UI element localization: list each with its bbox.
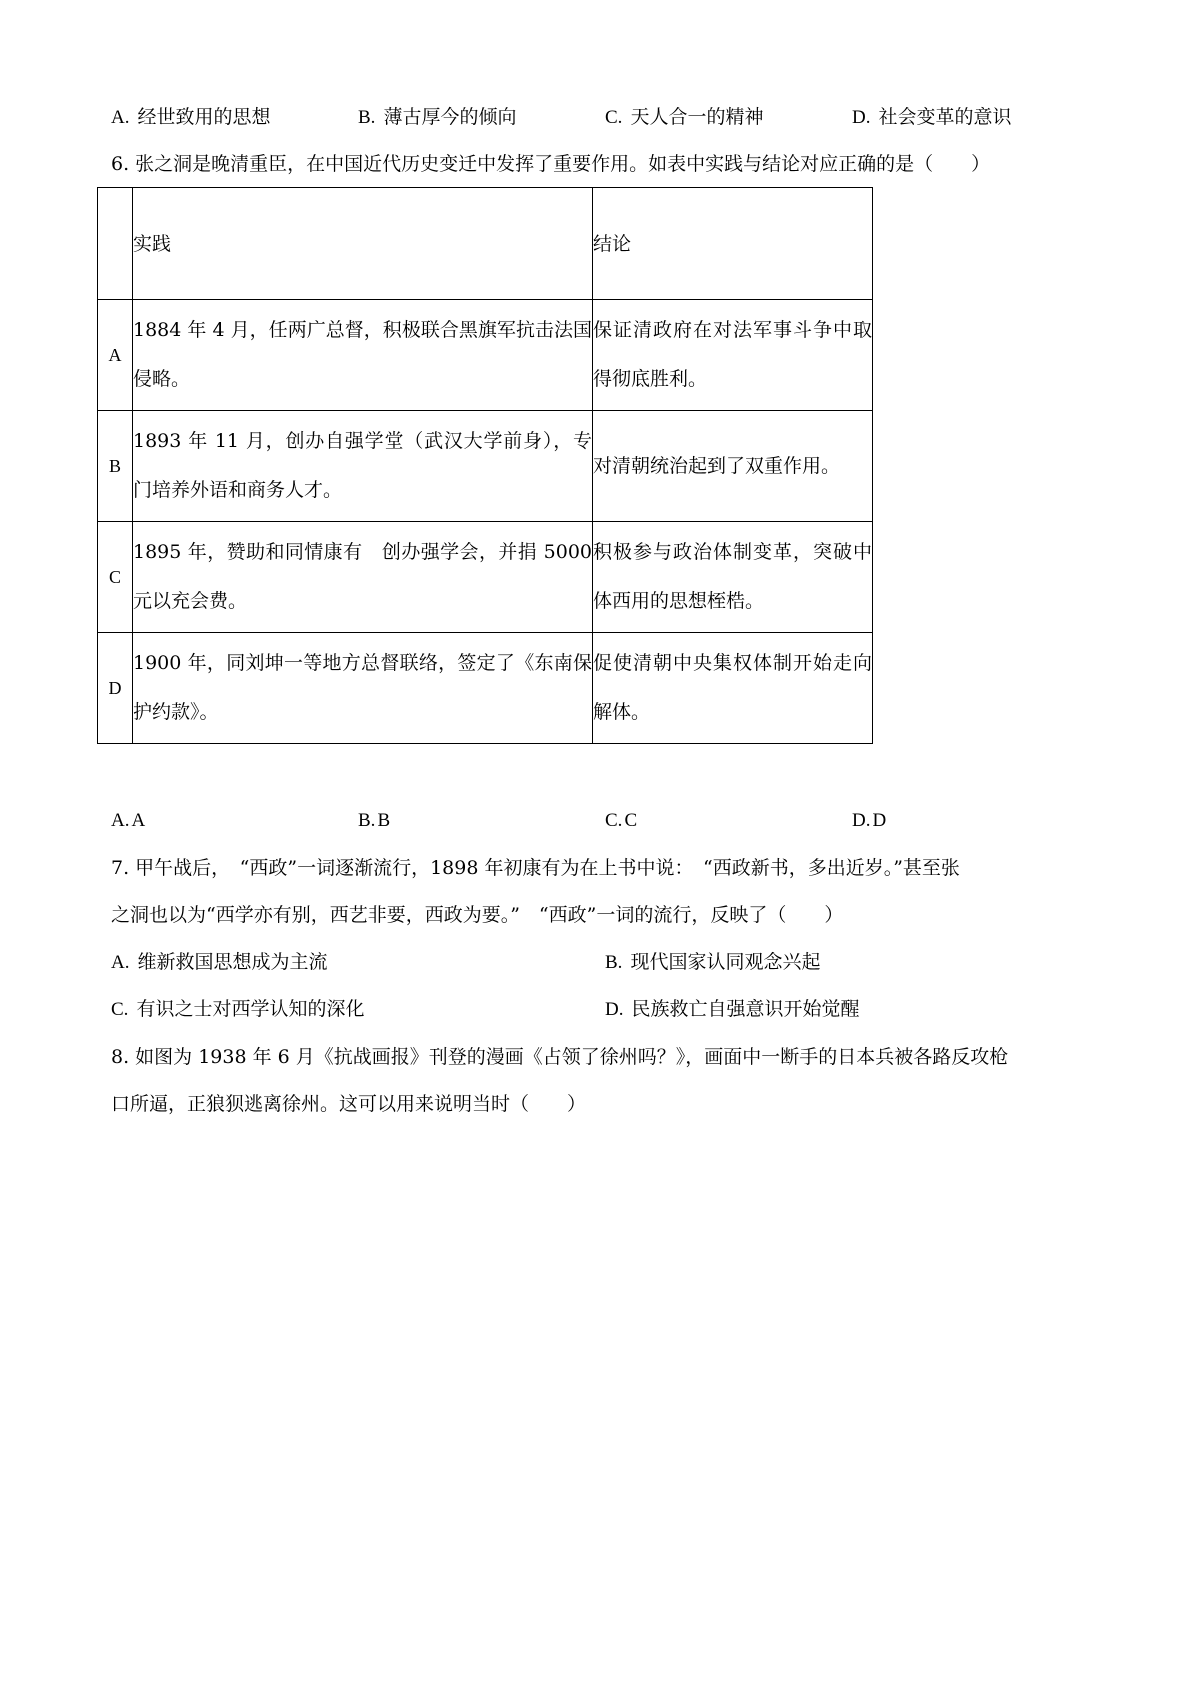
header-conclusion: 结论 [593, 188, 873, 300]
option-text: A [131, 810, 146, 831]
q7-option-b[interactable] [605, 949, 820, 976]
row-label: D [98, 633, 133, 744]
table-row [98, 411, 873, 522]
conclusion-cell: 积极参与政治体制变革，突破中体西用的思想桎梏。 [593, 522, 873, 633]
option-text: 经世致用的思想 [137, 106, 271, 128]
conclusion-cell: 促使清朝中央集权体制开始走向解体。 [593, 633, 873, 744]
q6-option-a[interactable] [111, 807, 145, 834]
option-label: A. [111, 952, 130, 973]
header-blank-cell [98, 188, 133, 300]
q5-option-b[interactable] [358, 104, 516, 131]
option-label: D. [852, 810, 871, 831]
option-text: 天人合一的精神 [630, 106, 764, 128]
practice-cell: 1900 年，同刘坤一等地方总督联络，签定了《东南保护约款》。 [133, 633, 593, 744]
option-label: A. [111, 810, 130, 831]
practice-cell: 1893 年 11 月，创办自强学堂（武汉大学前身），专门培养外语和商务人才。 [133, 411, 593, 522]
option-label: D. [605, 999, 624, 1020]
option-text: 民族救亡自强意识开始觉醒 [631, 998, 860, 1020]
header-practice: 实践 [133, 188, 593, 300]
table-row [98, 522, 873, 633]
q5-option-a[interactable] [111, 104, 271, 131]
q6-table [97, 187, 873, 744]
q8-stem-line2: 口所逼，正狼狈逃离徐州。这可以用来说明当时（ ） [111, 1093, 587, 1115]
q7-option-c[interactable] [111, 996, 364, 1023]
table-header-row [98, 188, 873, 300]
table-row [98, 633, 873, 744]
option-label: D. [852, 107, 871, 128]
option-label: C. [605, 810, 623, 831]
q5-option-c[interactable] [605, 104, 763, 131]
q7-stem-line1: 7. 甲午战后， “西政”一词逐渐流行，1898 年初康有为在上书中说： “西政新书，多出近岁。”甚至张 [111, 857, 960, 879]
q7-stem-line2: 之洞也以为“西学亦有别，西艺非要，西政为要。” “西政”一词的流行，反映了（ ） [111, 904, 844, 926]
option-text: 有识之士对西学认知的深化 [136, 998, 365, 1020]
option-text: 薄古厚今的倾向 [383, 106, 517, 128]
conclusion-cell: 保证清政府在对法军事斗争中取得彻底胜利。 [593, 300, 873, 411]
q7-option-a[interactable] [111, 949, 328, 976]
option-text: D [872, 810, 887, 831]
option-label: B. [358, 107, 376, 128]
row-label: A [98, 300, 133, 411]
q5-option-d[interactable] [852, 104, 1012, 131]
practice-cell: 1884 年 4 月，任两广总督，积极联合黑旗军抗击法国侵略。 [133, 300, 593, 411]
row-label: B [98, 411, 133, 522]
option-text: B [377, 810, 391, 831]
q7-options-row2 [111, 996, 1111, 1022]
q6-options [111, 807, 1111, 833]
row-label: C [98, 522, 133, 633]
q5-options [111, 104, 1111, 130]
q7-options-row1 [111, 949, 1111, 975]
option-text: 现代国家认同观念兴起 [630, 951, 821, 973]
option-label: B. [605, 952, 623, 973]
q6-option-c[interactable] [605, 807, 637, 834]
q6-stem: 6. 张之洞是晚清重臣，在中国近代历史变迁中发挥了重要作用。如表中实践与结论对应正确的是（ ） [111, 153, 991, 175]
option-label: A. [111, 107, 130, 128]
option-text: 维新救国思想成为主流 [137, 951, 328, 973]
option-text: C [624, 810, 638, 831]
q7-option-d[interactable] [605, 996, 860, 1023]
conclusion-cell: 对清朝统治起到了双重作用。 [593, 411, 873, 522]
table-row [98, 300, 873, 411]
q6-option-d[interactable] [852, 807, 886, 834]
q6-option-b[interactable] [358, 807, 390, 834]
q8-stem-line1: 8. 如图为 1938 年 6 月《抗战画报》刊登的漫画《占领了徐州吗？》，画面中一断手的日本兵被各路反攻枪 [111, 1046, 1009, 1068]
option-label: B. [358, 810, 376, 831]
option-text: 社会变革的意识 [878, 106, 1012, 128]
option-label: C. [111, 999, 129, 1020]
practice-cell: 1895 年，赞助和同情康有 创办强学会，并捐 5000 元以充会费。 [133, 522, 593, 633]
option-label: C. [605, 107, 623, 128]
